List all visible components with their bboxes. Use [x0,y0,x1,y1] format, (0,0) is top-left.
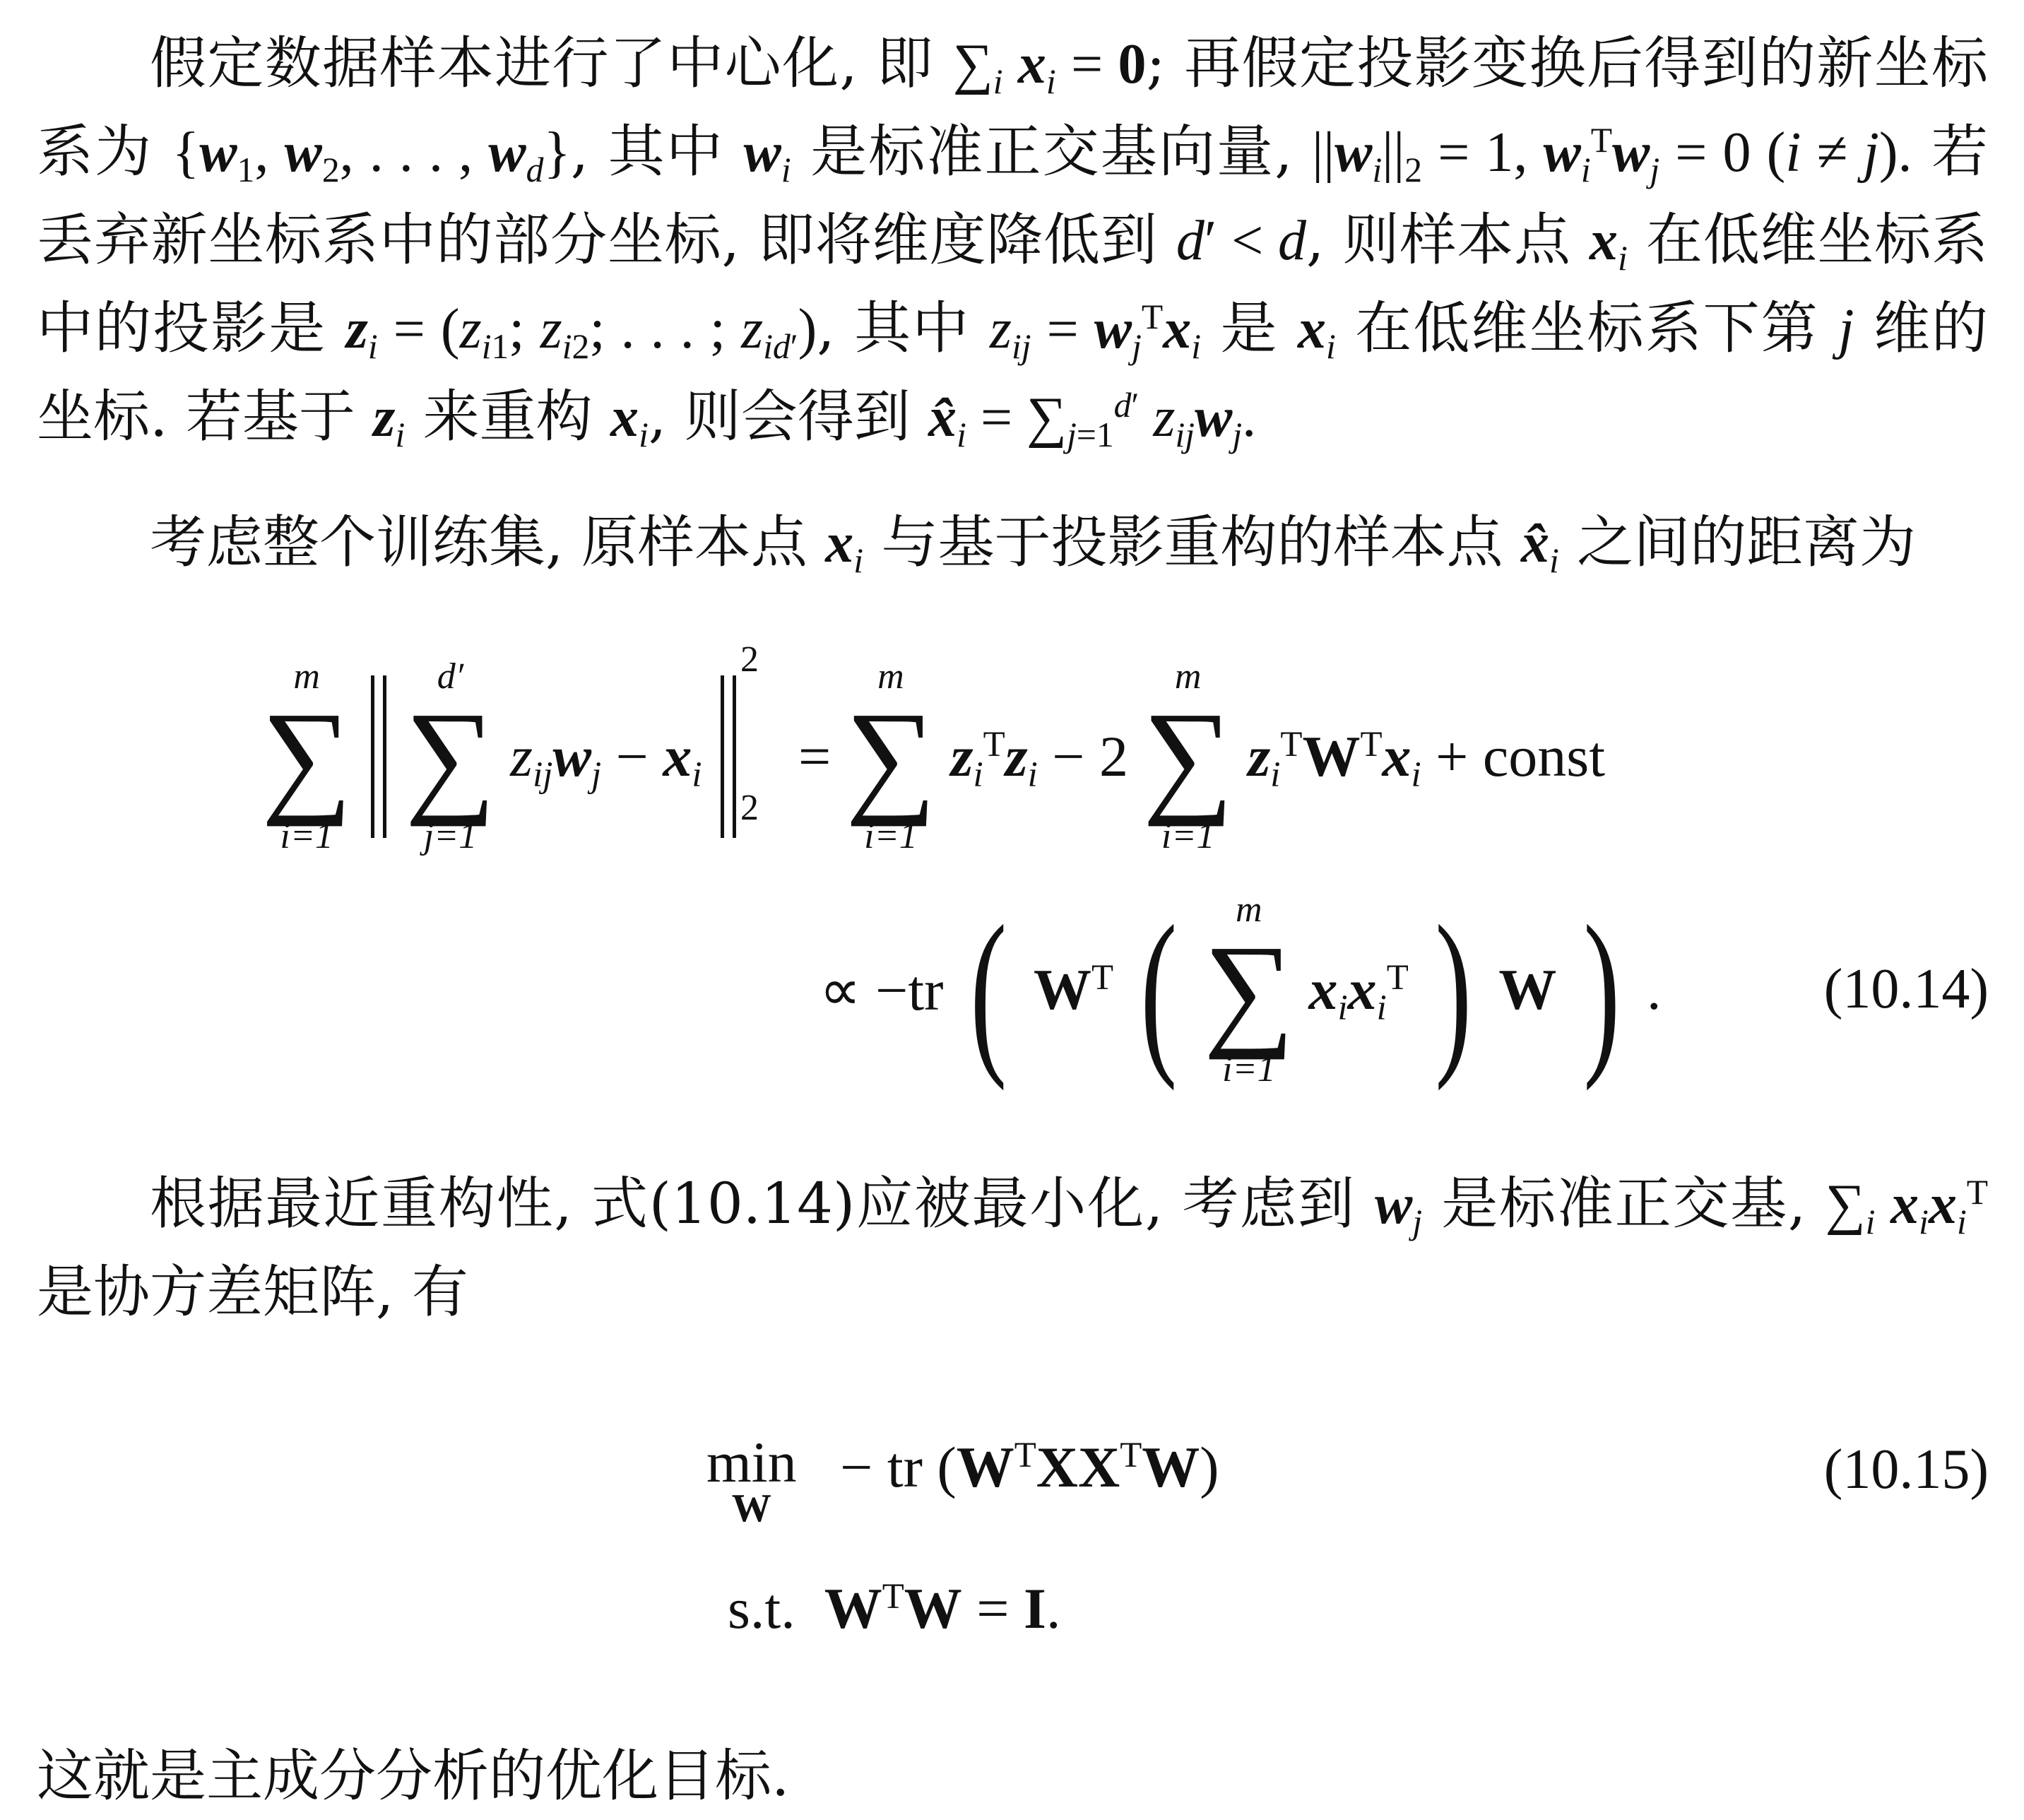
math-wi: $w_i$ [743,122,791,189]
text: , 其中 [570,119,744,184]
text: 与基于投影重构的样本点 [863,509,1521,575]
norm-bar-right [721,675,736,838]
paragraph-conclusion [37,1732,1988,1820]
text: , 则样本点 [1306,207,1590,273]
const-word: const [1482,724,1605,788]
text: 这就是主成分分析的优化目标. [37,1743,790,1809]
math-zij-def: $z_{ij} = w_j^Tx_i$ [989,297,1201,366]
text: 考虑整个训练集, 原样本点 [150,509,826,575]
big-paren-left: ( [970,888,1007,1092]
math-dprime: d′ < d [1176,210,1307,272]
math-j: j [1838,298,1854,360]
text: 是标准正交基, [1422,1171,1825,1236]
text: ; 再假定投影变换后得到的新坐标系为 [37,30,1989,184]
math-xhat-i: $x̂_i$ [1520,512,1559,580]
big-paren-right-inner: ) [1435,888,1472,1092]
text: , 则会得到 [648,384,929,449]
math-xi: $x_i$ [1298,298,1336,366]
math-zi: $z_i$ [373,386,406,454]
math-sum-xi-zero: $\sum_i$ $x_i = 0$ [952,33,1147,101]
math-covariance-sum: $\sum_i$ $x_ix_i^T$ [1825,1172,1989,1241]
paragraph-centering [37,20,1988,461]
text: 来重构 [405,384,611,449]
equation-10-14-line1: m ∑ i=1 d′ ∑ j=1 $z_{ij}w_j - x_i$ 2 2 = m ∑ i=1 $z_i^Tz_i - 2$ m ∑ i=1 $z_i^TW^Tx_i$ + const [261,639,1605,856]
equation-10-15-objective: min W − tr $(W^TXX^TW)$ [706,1430,1219,1530]
min-word: min [706,1430,797,1494]
text: 假定数据样本进行了中心化, 即 [150,30,953,96]
text: 在低维坐标系下第 [1335,295,1839,361]
text: 是协方差矩阵, 有 [37,1259,468,1325]
math-xi: $x_i$ [825,512,864,580]
text: 是标准正交基向量, [791,119,1313,184]
math-basis-set: {$w_1$, $w_2$, . . . , $w_d$} [172,122,571,189]
text: 维的坐标. 若基于 [37,295,1989,449]
text: 根据最近重构性, 式(10.14)应被最小化, 考虑到 [150,1171,1375,1236]
sum-operator: m ∑ i=1 [1142,656,1233,856]
sum-operator: m ∑ i=1 [1203,890,1294,1089]
equation-10-15-constraint: s.t. $W^TW = I$. [728,1576,1061,1641]
math-wj: $w_j$ [1374,1174,1423,1241]
trace-word: tr [887,1435,923,1499]
norm-bar-left [371,675,386,838]
math-xhat-def: $x̂_i = \sum_{j=1}^{d'}$ $z_{ij}w_j$. [928,385,1257,454]
sum-operator: d′ ∑ j=1 [405,656,496,856]
sum-operator: m ∑ i=1 [261,656,353,856]
text: 之间的距离为 [1558,509,1917,575]
big-paren-left-inner: ( [1140,888,1177,1092]
paragraph-minimize [37,1160,1988,1336]
trace-word: tr [908,957,944,1022]
text: , 其中 [817,295,990,361]
text: 若丢弃新坐标系中的部分坐标, 即将维度降低到 [37,119,1989,273]
equation-number-10-15: (10.15) [1823,1438,1989,1501]
sum-operator: m ∑ i=1 [845,656,937,856]
text: 在低维坐标系中的投影是 [37,207,1988,361]
st-word: s.t. [728,1576,795,1641]
paragraph-distance [37,499,1988,587]
math-xi: $x_i$ [610,386,649,454]
math-xi: $x_i$ [1590,210,1628,278]
big-paren-right: ) [1583,888,1621,1092]
equation-number-10-14: (10.14) [1823,958,1989,1020]
math-orthonormal: $||w_i||_2 = 1$, $w_i^Tw_j = 0$ (i ≠ j). [1312,120,1912,189]
math-zi-def: $z_i = (z_{i1}$; $z_{i2}$; . . . ; $z_{id'}$) [345,298,817,366]
equation-10-14-line2: ∝ −tr ( $W^T$ ( m ∑ i=1 $x_ix_i^T$ ) W ) . [819,888,1662,1092]
text: 是 [1200,295,1298,361]
